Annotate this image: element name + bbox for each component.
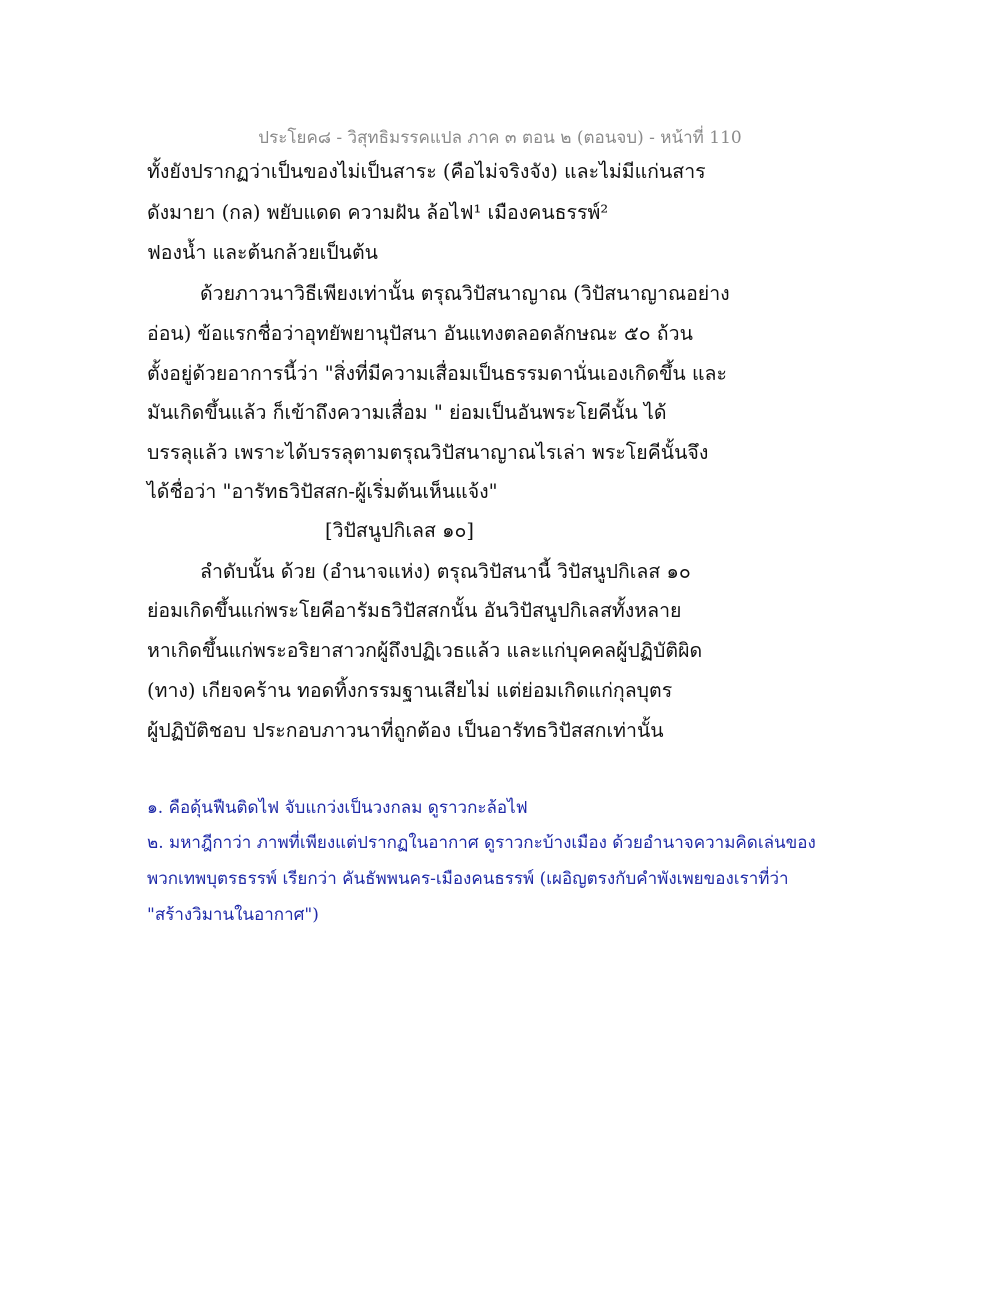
footnote-2: ๒. มหาฎีกาว่า ภาพที่เพียงแต่ปรากฏในอากาศ ดูราวกะบ้างเมือง ด้วยอำนาจความคิดเล่นของ: [147, 833, 816, 853]
body-line: (ทาง) เกียจคร้าน ทอดทิ้งกรรมฐานเสียไม่ แต่ย่อมเกิดแก่กุลบุตร: [147, 679, 673, 702]
body-line: อ่อน) ข้อแรกชื่อว่าอุทยัพยานุปัสนา อันแทงตลอดลักษณะ ๕๐ ถ้วน: [147, 322, 693, 345]
page-header: ประโยค๘ - วิสุทธิมรรคแปล ภาค ๓ ตอน ๒ (ตอนจบ) - หน้าที่ 110: [258, 128, 742, 148]
body-line: ย่อมเกิดขึ้นแก่พระโยคีอารัมธวิปัสสกนั้น อันวิปัสนูปกิเลสทั้งหลาย: [147, 599, 682, 622]
paragraph-start: ลำดับนั้น ด้วย (อำนาจแห่ง) ตรุณวิปัสนานี้ วิปัสนูปกิเลส ๑๐: [200, 560, 691, 583]
footnote-2-cont: "สร้างวิมานในอากาศ"): [147, 905, 319, 925]
body-line: ผู้ปฏิบัติชอบ ประกอบภาวนาที่ถูกต้อง เป็นอารัทธวิปัสสกเท่านั้น: [147, 719, 664, 742]
body-line: ตั้งอยู่ด้วยอาการนี้ว่า "สิ่งที่มีความเสื่อมเป็นธรรมดานั่นเองเกิดขึ้น และ: [147, 362, 727, 385]
footnote-2-cont: พวกเทพบุตรธรรพ์ เรียกว่า คันธัพพนคร-เมืองคนธรรพ์ (เผอิญตรงกับคำพังเพยของเราที่ว่า: [147, 869, 789, 889]
section-heading: [วิปัสนูปกิเลส ๑๐]: [325, 519, 474, 542]
paragraph-start: ด้วยภาวนาวิธีเพียงเท่านั้น ตรุณวิปัสนาญาณ (วิปัสนาญาณอย่าง: [200, 282, 730, 305]
body-line: ได้ชื่อว่า "อารัทธวิปัสสก-ผู้เริ่มต้นเห็นแจ้ง": [147, 480, 498, 503]
body-line: หาเกิดขึ้นแก่พระอริยาสาวกผู้ถึงปฏิเวธแล้ว และแก่บุคคลผู้ปฏิบัติผิด: [147, 639, 703, 662]
body-line: ทั้งยังปรากฏว่าเป็นของไม่เป็นสาระ (คือไม่จริงจัง) และไม่มีแก่นสาร: [147, 160, 706, 183]
body-line: บรรลุแล้ว เพราะได้บรรลุตามตรุณวิปัสนาญาณไรเล่า พระโยคีนั้นจึง: [147, 441, 709, 464]
body-line: ดังมายา (กล) พยับแดด ความฝัน ล้อไฟ¹ เมืองคนธรรพ์²: [147, 201, 609, 224]
footnote-1: ๑. คือดุ้นฟืนติดไฟ จับแกว่งเป็นวงกลม ดูราวกะล้อไฟ: [147, 798, 528, 818]
body-line: มันเกิดขึ้นแล้ว ก็เข้าถึงความเสื่อม " ย่อมเป็นอันพระโยคีนั้น ได้: [147, 401, 667, 424]
body-line: ฟองน้ำ และต้นกล้วยเป็นต้น: [147, 241, 379, 264]
